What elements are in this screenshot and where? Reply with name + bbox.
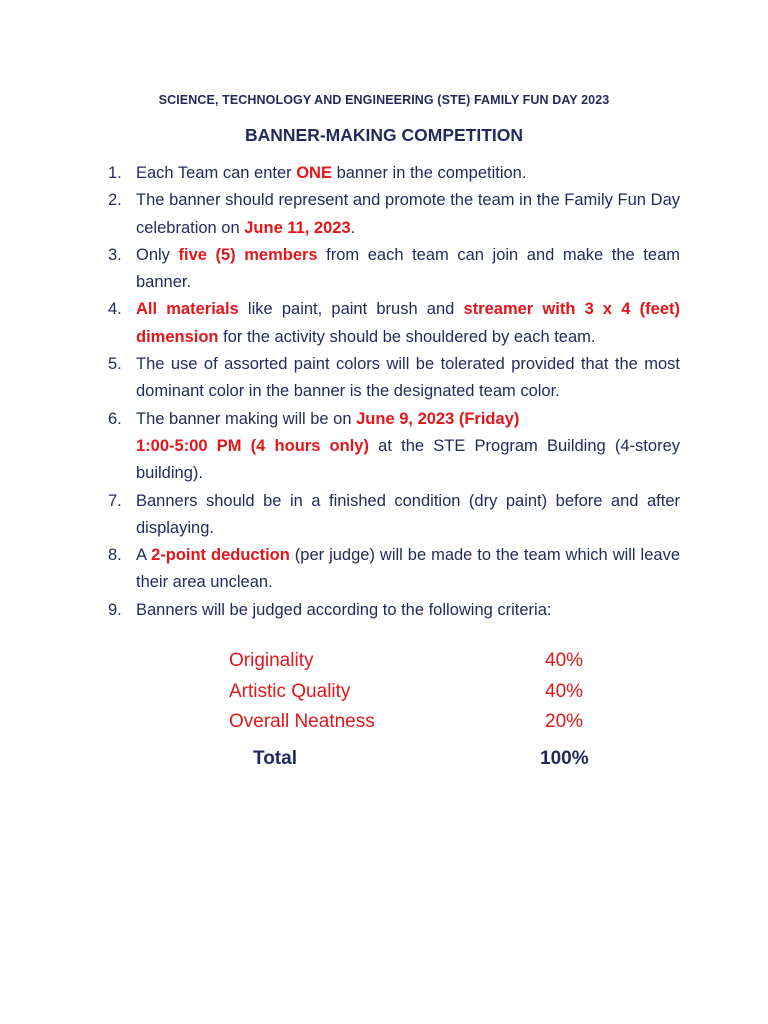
- rule-number: 8.: [108, 546, 122, 565]
- rule-text: banner in the competition.: [331, 164, 527, 182]
- total-label: Total: [253, 748, 297, 769]
- total-row: [253, 748, 613, 770]
- criteria-percent: 40%: [545, 680, 584, 702]
- rule-number: 2.: [108, 191, 122, 210]
- criteria-table: [229, 646, 589, 738]
- criteria-label: Overall Neatness: [229, 711, 375, 732]
- rule-highlight: All materials: [136, 300, 239, 319]
- rule-number: 5.: [108, 355, 122, 374]
- rule-item: [108, 296, 680, 351]
- criteria-row: [229, 677, 589, 708]
- rule-text: Banners will be judged according to the following criteria:: [136, 600, 552, 619]
- rule-item: [108, 242, 680, 297]
- rule-text: The use of assorted paint colors will be tolerated provided that the most dominant color in the banner is the designated team color.: [136, 355, 680, 401]
- rule-item: [108, 351, 680, 406]
- rule-text: The banner making will be on: [136, 409, 357, 428]
- rule-highlight: streamer with 3 x 4 (feet) dimension: [136, 300, 680, 346]
- rule-highlight: five (5) members: [178, 245, 318, 264]
- rule-item: [108, 187, 680, 242]
- rule-number: 6.: [108, 409, 122, 428]
- rule-highlight: 1:00-5:00 PM (4 hours only): [136, 436, 369, 455]
- page-title: BANNER-MAKING COMPETITION: [244, 125, 524, 145]
- rule-highlight: June 11, 2023: [244, 218, 351, 237]
- rule-text: A: [136, 546, 152, 565]
- rule-text: The banner should represent and promote the team in the Family Fun Day celebration on: [136, 191, 680, 237]
- rule-text: like paint, paint brush and: [238, 300, 464, 319]
- rule-item: [108, 542, 680, 597]
- rule-item: [108, 160, 680, 187]
- rule-number: 3.: [108, 245, 122, 264]
- rule-text: for the activity should be shouldered by each team.: [218, 327, 596, 346]
- rules-list: [108, 160, 680, 624]
- rule-highlight: 2-point deduction: [151, 546, 290, 565]
- criteria-percent: 20%: [545, 711, 584, 732]
- rule-highlight: ONE: [296, 164, 332, 182]
- criteria-label: Artistic Quality: [229, 680, 351, 702]
- criteria-label: Originality: [229, 650, 314, 671]
- rule-item: [108, 597, 680, 624]
- rule-text: Each Team can enter: [136, 164, 297, 182]
- rule-text: at the STE Program Building (4-storey building).: [136, 436, 680, 483]
- rule-item: [108, 488, 680, 543]
- rule-number: 4.: [108, 300, 122, 319]
- rule-text: Only: [136, 245, 179, 264]
- event-header: SCIENCE, TECHNOLOGY AND ENGINEERING (STE) FAMILY FUN DAY 2023: [158, 93, 610, 107]
- total-percent: 100%: [540, 748, 589, 769]
- rule-text: from each team can join and make the team banner.: [136, 245, 680, 292]
- criteria-row: [229, 646, 589, 677]
- rule-number: 9.: [108, 600, 122, 619]
- rule-text: .: [350, 218, 356, 237]
- rule-number: 7.: [108, 491, 122, 510]
- rule-text: Banners should be in a finished condition (dry paint) before and after displaying.: [136, 491, 680, 537]
- rule-highlight: June 9, 2023 (Friday): [356, 409, 520, 428]
- rule-number: 1.: [108, 164, 122, 182]
- criteria-percent: 40%: [545, 650, 584, 671]
- rule-item: [108, 406, 680, 488]
- rule-text: (per judge) will be made to the team which will leave their area unclean.: [136, 546, 681, 592]
- criteria-row: [229, 707, 589, 738]
